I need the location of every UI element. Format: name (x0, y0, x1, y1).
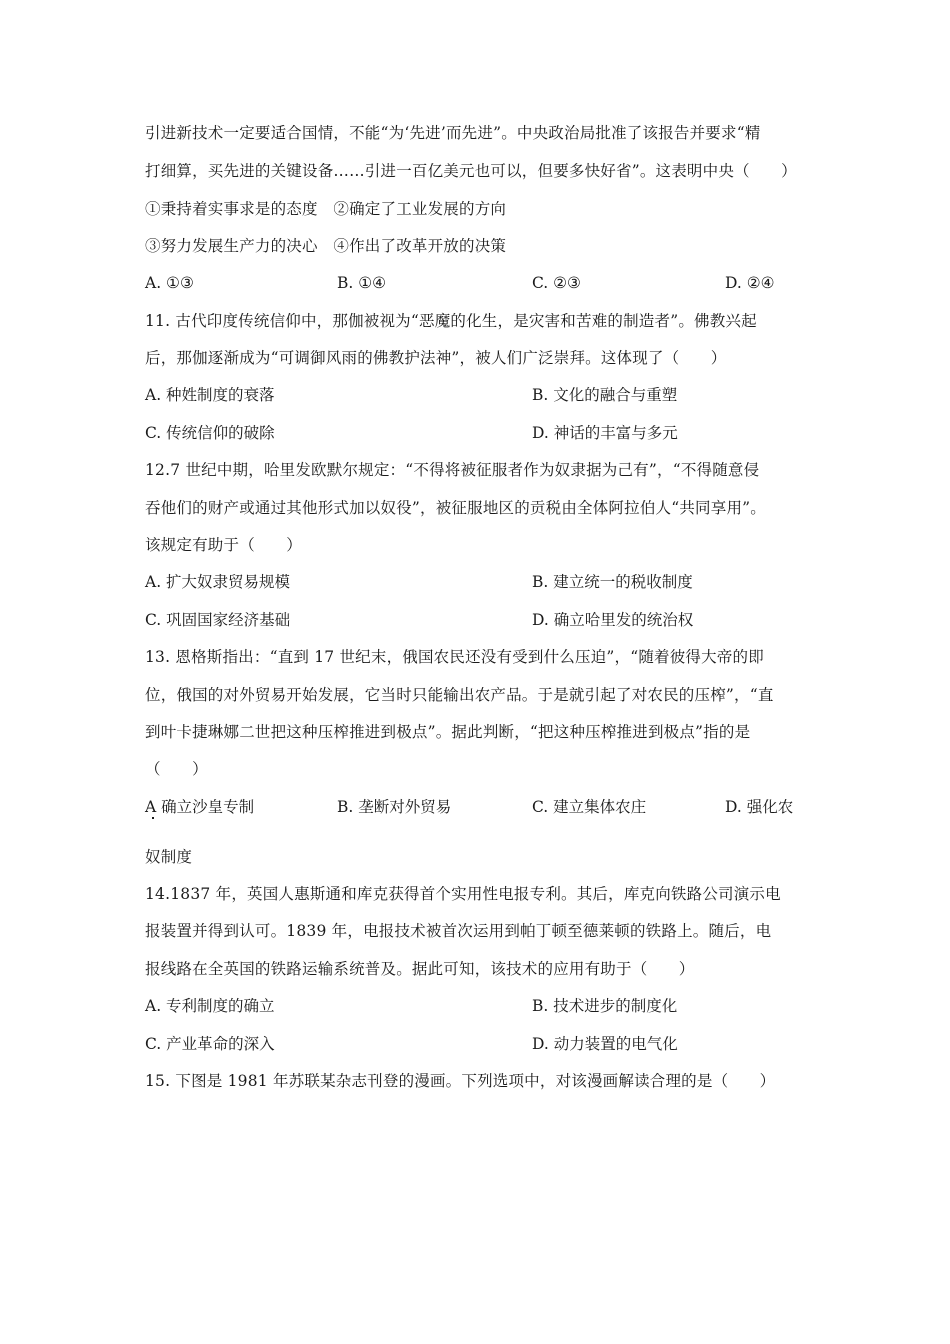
q11-option-a: A. 种姓制度的衰落 (145, 386, 275, 404)
q14-option-a: A. 专利制度的确立 (145, 997, 275, 1015)
q14-stem-line-3: 报线路在全英国的铁路运输系统普及。据此可知，该技术的应用有助于（ ） (145, 960, 695, 978)
q13-option-a: A 确立沙皇专制 (145, 798, 255, 816)
q11-option-c: C. 传统信仰的破除 (145, 424, 275, 442)
q12-option-d: D. 确立哈里发的统治权 (532, 611, 694, 629)
q11-option-d: D. 神话的丰富与多元 (532, 424, 678, 442)
q10-option-d: D. ②④ (725, 274, 775, 292)
q15-stem-line-1: 15. 下图是 1981 年苏联某杂志刊登的漫画。下列选项中，对该漫画解读合理的是（ ） (145, 1072, 776, 1090)
q10-stem-line-2: 打细算，买先进的关键设备……引进一百亿美元也可以，但要多快好省”。这表明中央（ ） (145, 162, 797, 180)
q10-statements-line-2: ③努力发展生产力的决心 ④作出了改革开放的决策 (145, 237, 507, 255)
q10-option-b: B. ①④ (337, 274, 387, 292)
q14-stem-line-1: 14.1837 年，英国人惠斯通和库克获得首个实用性电报专利。其后，库克向铁路公司演示电 (145, 885, 781, 903)
q12-stem-line-2: 吞他们的财产或通过其他形式加以奴役”，被征服地区的贡税由全体阿拉伯人“共同享用”。 (145, 499, 766, 517)
q13-option-b: B. 垄断对外贸易 (337, 798, 452, 816)
q14-stem-line-2: 报装置并得到认可。1839 年，电报技术被首次运用到帕丁顿至德莱顿的铁路上。随后，电 (145, 922, 772, 940)
q13-stem-line-3: 到叶卡捷琳娜二世把这种压榨推进到极点”。据此判断，“把这种压榨推进到极点”指的是 (145, 723, 751, 741)
q12-option-c: C. 巩固国家经济基础 (145, 611, 291, 629)
q14-option-c: C. 产业革命的深入 (145, 1035, 275, 1053)
q13-stem-line-4: （ ） (145, 760, 208, 778)
q12-stem-line-1: 12.7 世纪中期，哈里发欧默尔规定：“不得将被征服者作为奴隶据为己有”，“不得随意侵 (145, 461, 760, 479)
q10-statements-line-1: ①秉持着实事求是的态度 ②确定了工业发展的方向 (145, 200, 507, 218)
q11-option-b: B. 文化的融合与重塑 (532, 386, 678, 404)
q10-option-a: A. ①③ (145, 274, 194, 292)
q11-stem-line-1: 11. 古代印度传统信仰中，那伽被视为“恶魔的化生，是灾害和苦难的制造者”。佛教兴起 (145, 312, 757, 330)
q11-stem-line-2: 后，那伽逐渐成为“可调御风雨的佛教护法神”，被人们广泛崇拜。这体现了（ ） (145, 349, 727, 367)
q14-option-b: B. 技术进步的制度化 (532, 997, 678, 1015)
q10-stem-line-1: 引进新技术一定要适合国情，不能“为‘先进’而先进”。中央政治局批准了该报告并要求“精 (145, 124, 761, 142)
q13-option-d: D. 强化农 (725, 798, 794, 816)
q12-option-b: B. 建立统一的税收制度 (532, 573, 693, 591)
q12-stem-line-3: 该规定有助于（ ） (145, 536, 303, 554)
q13-option-c: C. 建立集体农庄 (532, 798, 647, 816)
stray-dot-mark (152, 817, 154, 819)
q10-option-c: C. ②③ (532, 274, 581, 292)
q13-stem-line-2: 位，俄国的对外贸易开始发展，它当时只能输出农产品。于是就引起了对农民的压榨”，“直 (145, 686, 774, 704)
q14-option-d: D. 动力装置的电气化 (532, 1035, 678, 1053)
q13-option-d-wrap: 奴制度 (145, 848, 193, 866)
q13-stem-line-1: 13. 恩格斯指出：“直到 17 世纪末，俄国农民还没有受到什么压迫”，“随着彼得大帝的即 (145, 648, 764, 666)
q12-option-a: A. 扩大奴隶贸易规模 (145, 573, 291, 591)
